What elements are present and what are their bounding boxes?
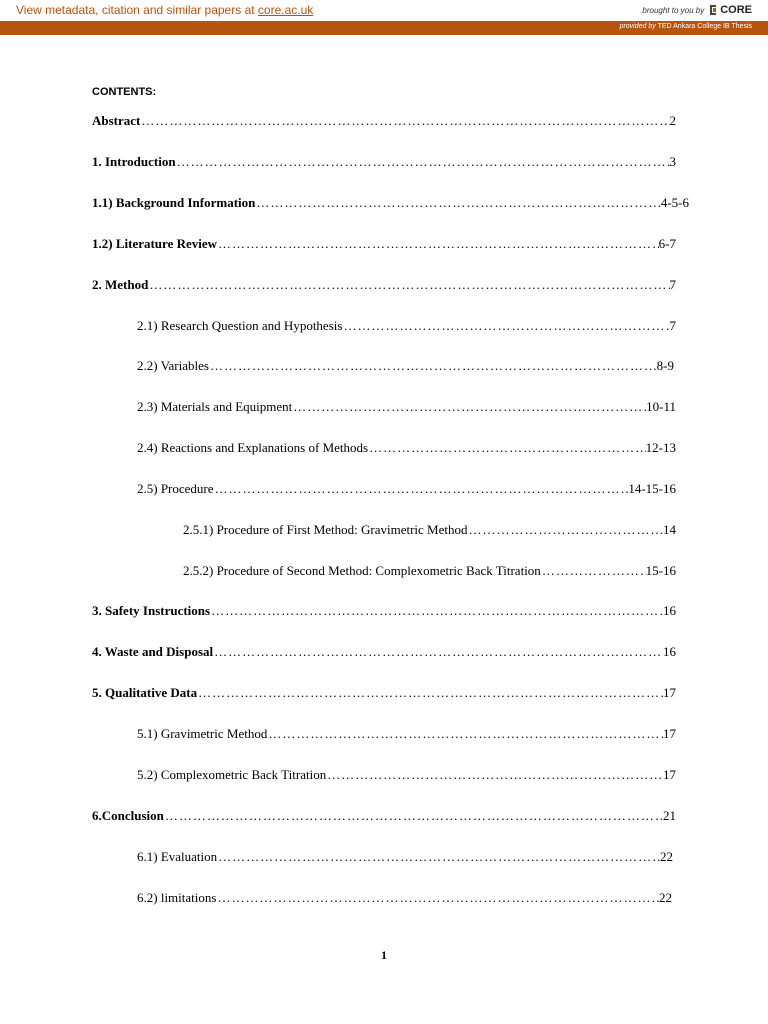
toc-page: 17 bbox=[663, 767, 676, 782]
toc-leader bbox=[292, 399, 646, 415]
toc-title: 2.2) Variables bbox=[137, 358, 209, 373]
toc-entry bbox=[92, 277, 676, 295]
toc-leader bbox=[217, 849, 660, 865]
toc-leader bbox=[148, 277, 669, 293]
toc-leader bbox=[210, 603, 663, 619]
toc-title: 2. Method bbox=[92, 277, 149, 292]
toc-entry bbox=[92, 603, 676, 621]
toc-entry bbox=[137, 849, 673, 867]
provided-prefix: provided by bbox=[619, 23, 656, 30]
toc-leader bbox=[164, 808, 663, 824]
brought-text: brought to you by bbox=[642, 5, 705, 15]
toc-entry bbox=[92, 113, 676, 131]
toc-leader bbox=[255, 195, 660, 211]
contents-heading: CONTENTS: bbox=[92, 86, 157, 98]
core-banner bbox=[0, 0, 768, 22]
core-label: CORE bbox=[720, 4, 752, 16]
toc-title: 6.2) limitations bbox=[137, 890, 217, 905]
toc-page: 22 bbox=[659, 890, 672, 905]
toc-title: 1. Introduction bbox=[92, 154, 176, 169]
toc-leader bbox=[197, 685, 663, 701]
toc-title: 2.4) Reactions and Explanations of Methods bbox=[137, 440, 369, 455]
toc-leader bbox=[342, 318, 669, 334]
toc-entry bbox=[137, 767, 676, 785]
toc-title: 2.3) Materials and Equipment bbox=[137, 399, 293, 414]
toc-title: 2.5.1) Procedure of First Method: Gravimetric Method bbox=[183, 522, 468, 537]
toc-leader bbox=[267, 726, 663, 742]
toc-title: 4. Waste and Disposal bbox=[92, 644, 214, 659]
toc-leader bbox=[214, 481, 629, 497]
toc-page: 6-7 bbox=[658, 236, 676, 251]
provided-source: TED Ankara College IB Thesis bbox=[655, 23, 752, 30]
toc-page: 16 bbox=[663, 603, 676, 618]
toc-title: Abstract bbox=[92, 113, 141, 128]
toc-title: 3. Safety Instructions bbox=[92, 603, 211, 618]
core-logo-icon bbox=[708, 4, 718, 16]
toc-page: 8-9 bbox=[656, 358, 674, 373]
core-logo[interactable] bbox=[708, 4, 752, 16]
toc-entry bbox=[137, 481, 676, 499]
toc-leader bbox=[140, 113, 669, 129]
toc-page: 14 bbox=[663, 522, 676, 537]
toc-entry bbox=[92, 685, 676, 703]
toc-entry bbox=[92, 808, 676, 826]
toc-entry bbox=[92, 236, 676, 254]
toc-title: 5.1) Gravimetric Method bbox=[137, 726, 268, 741]
toc-entry bbox=[183, 563, 676, 581]
toc-entry bbox=[137, 399, 676, 417]
brought-by bbox=[642, 4, 752, 16]
provided-by-bar bbox=[0, 21, 768, 35]
toc-leader bbox=[217, 236, 659, 252]
toc-title: 2.5.2) Procedure of Second Method: Complexometric Back Titration bbox=[183, 563, 541, 578]
toc-page: 21 bbox=[663, 808, 676, 823]
toc-entry bbox=[137, 440, 676, 458]
toc-title: 1.1) Background Information bbox=[92, 195, 256, 210]
toc-page: 14-15-16 bbox=[628, 481, 676, 496]
toc-page: 17 bbox=[663, 685, 676, 700]
toc-page: 4-5-6 bbox=[660, 195, 689, 210]
toc-page: 10-11 bbox=[646, 399, 676, 414]
toc-leader bbox=[176, 154, 670, 170]
provided-by-text bbox=[620, 23, 752, 30]
toc-page: 2 bbox=[669, 113, 676, 128]
toc-page: 15-16 bbox=[645, 563, 676, 578]
toc-leader bbox=[541, 563, 646, 579]
toc-title: 5.2) Complexometric Back Titration bbox=[137, 767, 327, 782]
toc-title: 5. Qualitative Data bbox=[92, 685, 198, 700]
toc-title: 6.Conclusion bbox=[92, 808, 164, 823]
toc-page: 7 bbox=[669, 318, 676, 333]
toc-entry bbox=[137, 890, 672, 908]
toc-leader bbox=[468, 522, 664, 538]
toc-leader bbox=[216, 890, 659, 906]
toc-entry bbox=[137, 318, 676, 336]
toc-title: 2.1) Research Question and Hypothesis bbox=[137, 318, 343, 333]
toc-page: 7 bbox=[669, 277, 676, 292]
metadata-notice bbox=[16, 3, 313, 17]
toc-page: 22 bbox=[660, 849, 673, 864]
toc-title: 6.1) Evaluation bbox=[137, 849, 218, 864]
toc-leader bbox=[368, 440, 646, 456]
toc-entry bbox=[92, 154, 676, 172]
page-number: 1 bbox=[381, 948, 387, 962]
toc-page: 3 bbox=[669, 154, 676, 169]
toc-entry bbox=[183, 522, 676, 540]
toc-leader bbox=[209, 358, 657, 374]
toc-page: 16 bbox=[663, 644, 676, 659]
metadata-text: View metadata, citation and similar papers at bbox=[16, 3, 258, 17]
toc-entry bbox=[137, 726, 676, 744]
toc-leader bbox=[326, 767, 663, 783]
toc-title: 1.2) Literature Review bbox=[92, 236, 218, 251]
toc-title: 2.5) Procedure bbox=[137, 481, 214, 496]
toc-page: 12-13 bbox=[645, 440, 676, 455]
core-link[interactable]: core.ac.uk bbox=[257, 3, 314, 17]
toc-leader bbox=[213, 644, 663, 660]
toc-page: 17 bbox=[663, 726, 676, 741]
toc-entry bbox=[92, 195, 689, 213]
toc-entry bbox=[137, 358, 674, 376]
toc-entry bbox=[92, 644, 676, 662]
